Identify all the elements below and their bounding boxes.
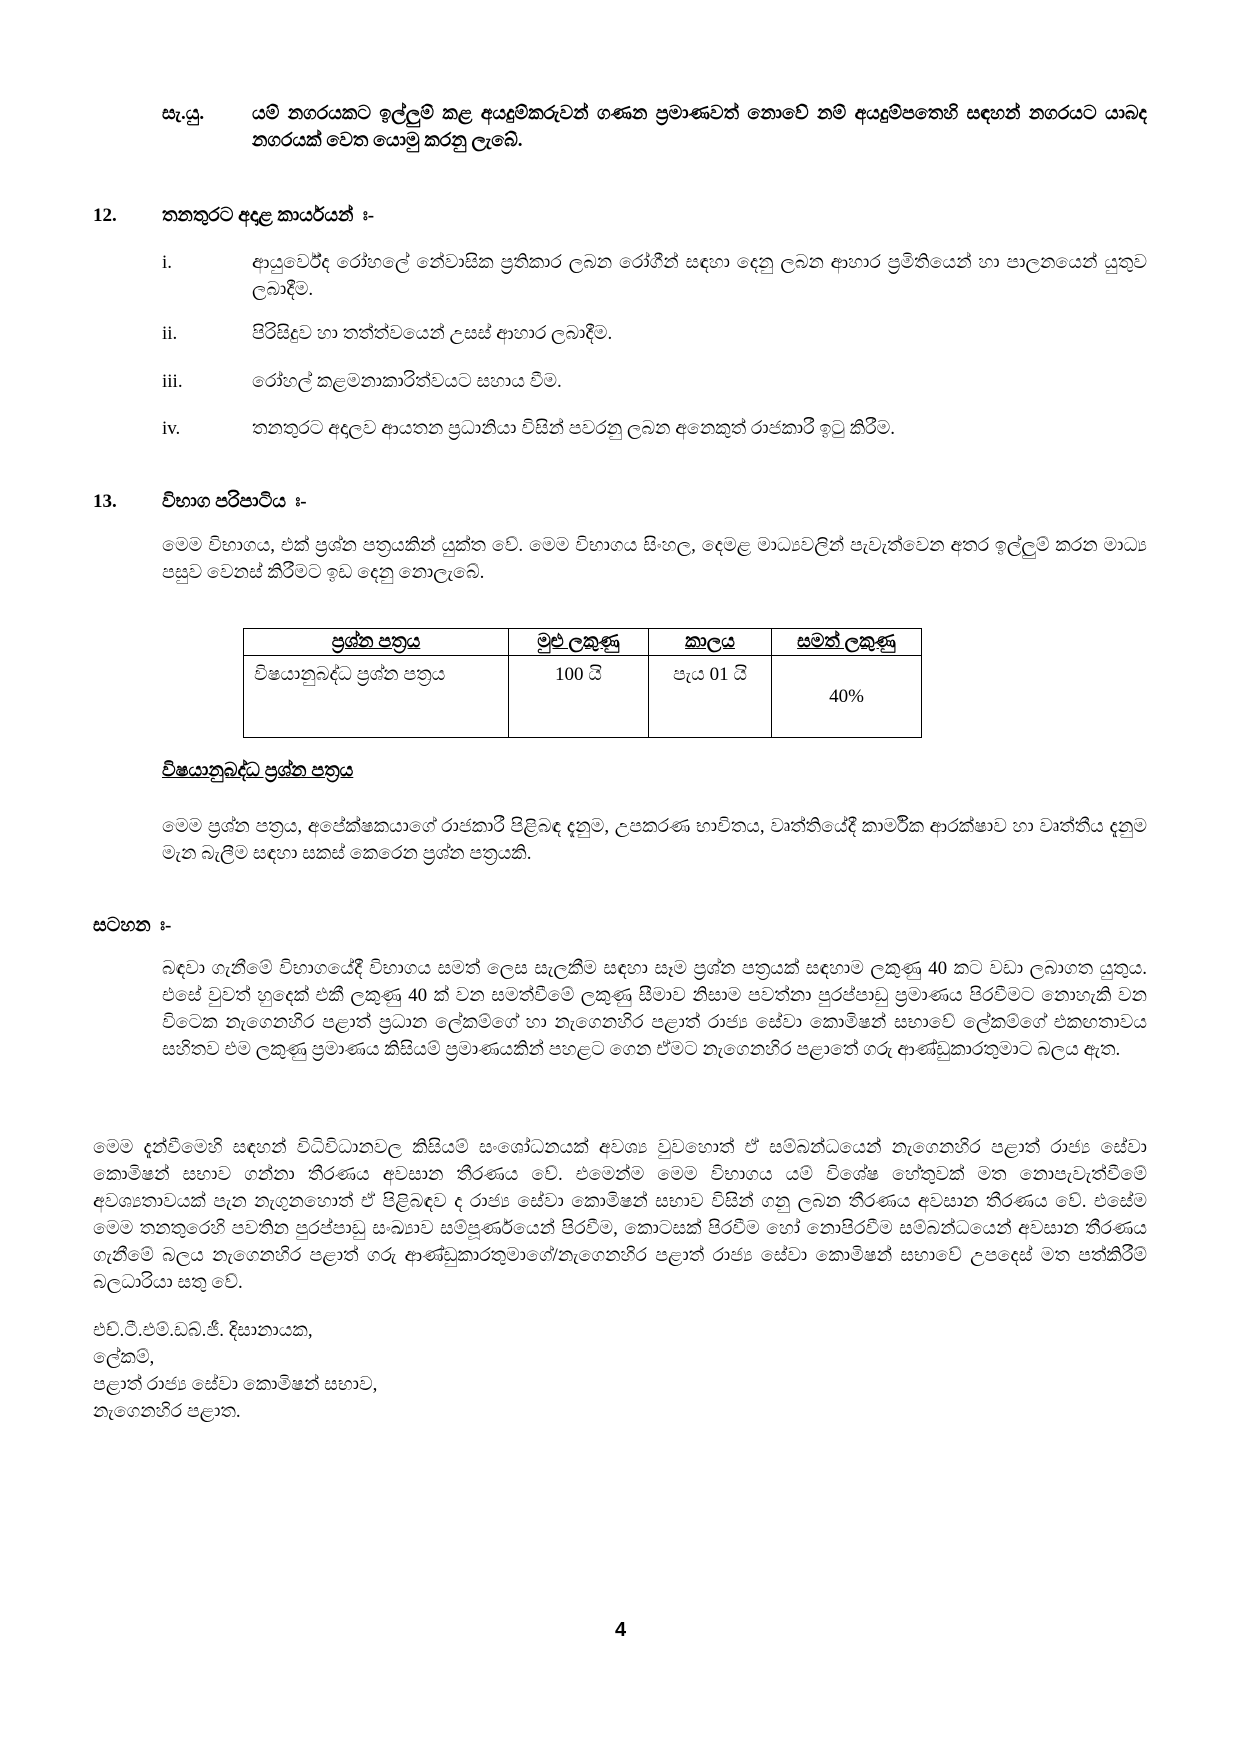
section-13-description: මෙම ප්‍රශ්න පත්‍රය, අපේක්ෂකයාගේ රාජකාරී පිළිබඳ දැනුම, උපකරණ භාවිතය, වෘත්තියේදී කාර්මික ආරක්ෂාව හා වෘත්තීය දැනුම මැන බැලීම සඳහා සකස් කෙරෙන ප්‍රශ්න පත්‍රයකි. [162, 816, 1147, 864]
table-row [244, 656, 922, 738]
section-13-number: 13. [93, 491, 117, 512]
list-item-text: තනතුරට අදාලව ආයතන ප්‍රධානියා විසින් පවරනු ලබන අනෙකුත් රාජකාරී ඉටු කිරීම. [252, 418, 896, 439]
section-13-subheading: විෂයානුබද්ධ ප්‍රශ්න පත්‍රය [162, 760, 354, 781]
table-cell-paper: විෂයානුබද්ධ ප්‍රශ්න පත්‍රය [244, 656, 509, 738]
table-header-duration: කාලය [649, 629, 772, 656]
table-cell-pass-marks: 40% [772, 656, 922, 738]
section-13-heading: විභාග පරිපාටිය ඃ- [162, 491, 307, 512]
section-13-intro: මෙම විභාගය, එක් ප්‍රශ්න පත්‍රයකින් යුක්ත වේ. මෙම විභාගය සිංහල, දෙමළ මාධ්‍යවලින් පැවැත්වෙන අතර ඉල්ලුම් කරන මාධ්‍ය පසුව වෙනස් කිරීමට ඉඩ දෙනු නොලැබේ. [162, 535, 1147, 583]
list-item-numeral: ii. [162, 323, 178, 344]
signature-office: පළාත් රාජ්‍ය සේවා කොමිෂන් සභාව, [93, 1374, 378, 1395]
list-item-text: පිරිසිදුව හා තත්ත්වයෙන් උසස් ආහාර ලබාදීම. [252, 323, 613, 344]
signature-name: එච්.ටී.එම්.ඩබ්.ජී. දිසානායක, [93, 1320, 313, 1341]
section-12-heading: තනතුරට අදාළ කාර්යයන් ඃ- [162, 205, 375, 226]
list-item-numeral: iv. [162, 418, 181, 439]
table-header-pass-marks: සමත් ලකුණු [772, 629, 922, 656]
table-header-paper: ප්‍රශ්න පත්‍රය [244, 629, 509, 656]
closing-paragraph: මෙම දැන්වීමෙහි සඳහන් විධිවිධානවල කිසියම් සංශෝධනයක් අවශ්‍ය වුවහොත් ඒ සම්බන්ධයෙන් නැගෙනහිර පළාත් රාජ්‍ය සේවා කොමිෂන් සභාව ගන්නා තීරණය අවසාන තීරණය වේ. එමෙන්ම මෙම විභාගය යම් විශේෂ හේතුවක් මත නොපැවැත්වීමේ අවශ්‍යතාවයක් පැන නැගුනහොත් ඒ පිළිබඳව ද රාජ්‍ය සේවා කොමිෂන් සභාව විසින් ගනු ලබන තීරණය අවසාන තීරණය වේ. එසේම මෙම තනතුරෙහි පවතින පුරප්පාඩු සංඛ්‍යාව සම්පූර්ණයෙන් පිරවීම, කොටසක් පිරවීම හෝ නොපිරවීම සම්බන්ධයෙන් අවසාන තීරණය ගැනීමේ බලය නැගෙනහිර පළාත් ගරු ආණ්ඩුකාරතුමාගේ/නැගෙනහිර පළාත් රාජ්‍ය සේවා කොමිෂන් සභාවේ උපදෙස් මත පත්කිරීම් බලධාරියා සතු වේ. [93, 1137, 1147, 1293]
signature [93, 1317, 377, 1425]
exam-table [243, 628, 922, 738]
table-cell-duration: පැය 01 යි [649, 656, 772, 738]
note-label: සැ.යු. [162, 103, 205, 124]
remarks-heading: සටහන ඃ- [93, 915, 172, 936]
table-header-row [244, 629, 922, 656]
table-cell-total-marks: 100 යි [509, 656, 649, 738]
remarks-text: බඳවා ගැනීමේ විභාගයේදී විභාගය සමත් ලෙස සැලකීම සඳහා සෑම ප්‍රශ්න පත්‍රයක් සඳහාම ලකුණු 40 කට වඩා ලබාගත යුතුය. එසේ වුවත් හුදෙක් එකී ලකුණු 40 ක් වන සමත්වීමේ ලකුණු සීමාව නිසාම පවත්නා පුරප්පාඩු ප්‍රමාණය පිරවීමට නොහැකි වන විටෙක නැගෙනහිර පළාත් ප්‍රධාන ලේකම්ගේ හා නැගෙනහිර පළාත් රාජ්‍ය සේවා කොමිෂන් සභාවේ ලේකම්ගේ එකඟතාවය සහිතව එම ලකුණු ප්‍රමාණය කිසියම් ප්‍රමාණයකින් පහළට ගෙන ඒමට නැගෙනහිර පළාතේ ගරු ආණ්ඩුකාරතුමාට බලය ඇත. [162, 958, 1147, 1060]
list-item-text: රෝහල් කළමනාකාරිත්වයට සහාය වීම. [252, 371, 562, 392]
list-item-numeral: i. [162, 252, 173, 273]
list-item-text: ආයුර්වේද රෝහලේ නේවාසික ප්‍රතිකාර ලබන රෝගීන් සඳහා දෙනු ලබන ආහාර ප්‍රමිතියෙන් හා පාලනයෙන් යුතුව ලබාදීම. [252, 252, 1147, 300]
section-12-number: 12. [93, 205, 117, 226]
page-number: 4 [614, 1619, 627, 1641]
table-header-total-marks: මුළු ලකුණු [509, 629, 649, 656]
note-text: යම් නගරයකට ඉල්ලුම් කළ අයදුම්කරුවන් ගණන ප්‍රමාණවත් නොවේ නම් අයදුම්පතෙහි සඳහන් නගරයට යාබද නගරයක් වෙත යොමු කරනු ලැබේ. [252, 103, 1147, 151]
list-item-numeral: iii. [162, 371, 183, 392]
signature-title: ලේකම්, [93, 1347, 155, 1368]
signature-province: නැගෙනහිර පළාත. [93, 1401, 241, 1422]
